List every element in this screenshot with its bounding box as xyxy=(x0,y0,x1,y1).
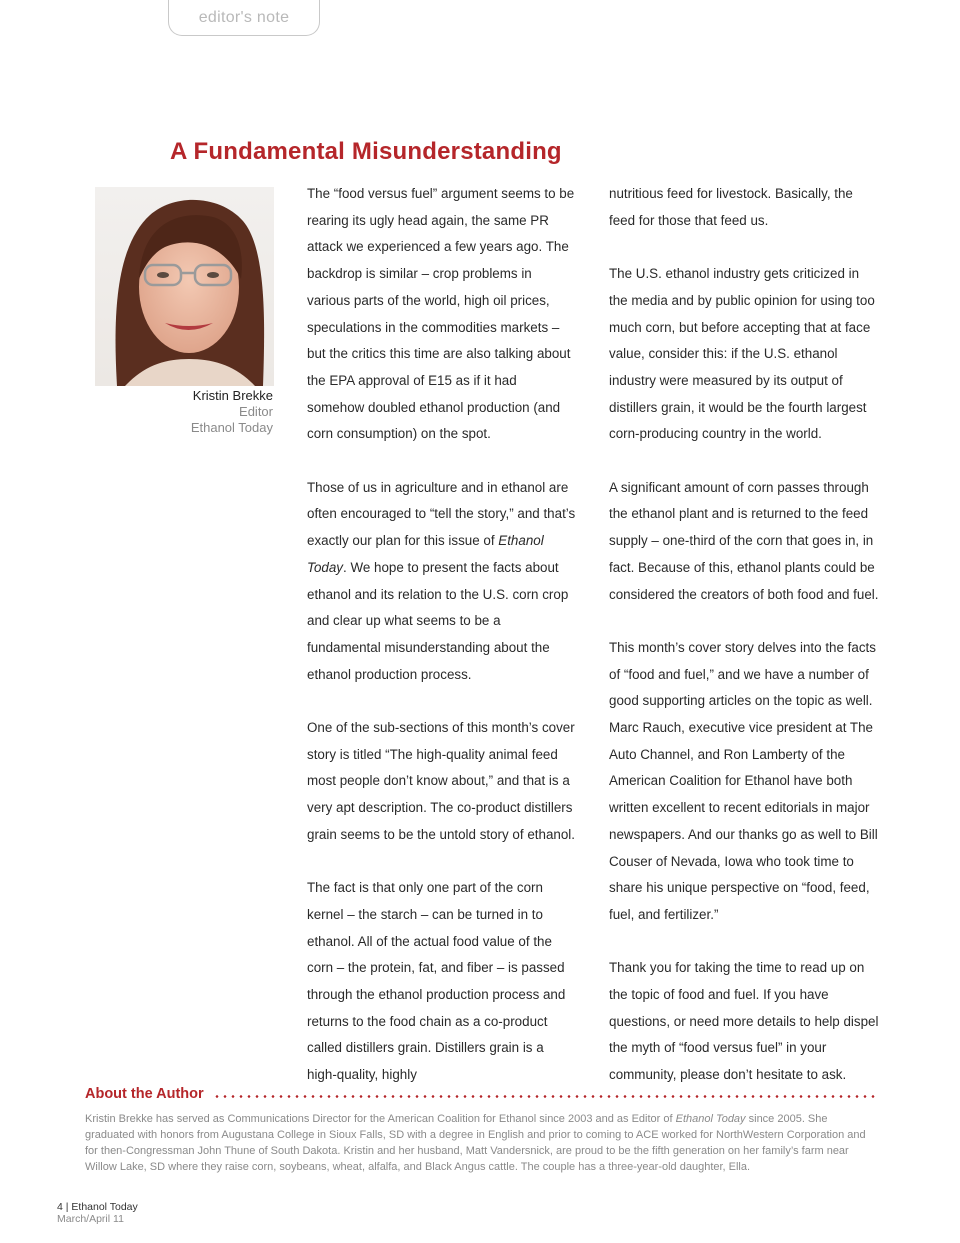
about-author-heading: About the Author xyxy=(85,1086,212,1102)
page-footer xyxy=(57,1201,138,1225)
article-column-2 xyxy=(609,181,879,1116)
paragraph: A significant amount of corn passes through the ethanol plant and is returned to the feed supply – one-third of the corn that goes in, in fact. Because of this, ethanol plants could be considered the creators of both food and fuel. xyxy=(609,479,879,602)
about-author-header xyxy=(85,1086,875,1106)
author-role: Editor xyxy=(239,404,273,419)
about-author-text xyxy=(85,1111,875,1175)
article-column-1 xyxy=(307,181,577,1116)
paragraph: The U.S. ethanol industry gets criticized in the media and by public opinion for using too much corn, but before accepting that at face value, consider this: if the U.S. ethanol industry were measured by its output of distillers grain, it would be the fourth largest corn-producing country in the world. xyxy=(609,266,875,442)
article-title: A Fundamental Misunderstanding xyxy=(170,138,562,165)
paragraph: This month’s cover story delves into the facts of “food and fuel,” and we have a number of good supporting articles on the topic as well. Marc Rauch, executive vice president at The Auto Channel, and Ron Lamberty of the American Coalition for Ethanol have both written excellent to recent editorials in major newspapers. And our thanks go as well to Bill Couser of Nevada, Iowa who took time to share his unique perspective on “food, feed, fuel, and fertilizer.” xyxy=(609,639,878,922)
author-photo xyxy=(95,187,274,386)
publication-name: Ethanol Today xyxy=(675,1113,746,1125)
issue-date: March/April 11 xyxy=(57,1213,124,1225)
page-number-publication: 4 | Ethanol Today xyxy=(57,1201,138,1213)
paragraph: The fact is that only one part of the corn kernel – the starch – can be turned in to ethanol. All of the actual food value of the corn – the protein, fat, and fiber – is passed through the ethanol production process and returns to the food chain as a co-product called distillers grain. Distillers grain is a high-quality, highly xyxy=(307,880,566,1083)
section-tab xyxy=(168,0,320,36)
about-text-part: since 2005. She graduated with honors from Augustana College in Sioux Falls, SD with a degree in English and prior to coming to ACE worked for NorthWestern Corporation and for then-Congressman John Thune of South Dakota. Kristin and her husband, Matt Vandersnick, are proud to be the fifth generation on her family’s farm near Willow Lake, SD where they raise corn, soybeans, wheat, alfalfa, and Black Angus cattle. The couple has a three-year-old daughter, Ella. xyxy=(85,1113,866,1173)
author-publication: Ethanol Today xyxy=(190,420,273,435)
paragraph: The “food versus fuel” argument seems to be rearing its ugly head again, the same PR attack we experienced a few years ago. The backdrop is similar – crop problems in various parts of the world, high oil prices, speculations in the commodities markets – but the critics this time are also talking about the EPA approval of E15 as if it had somehow doubled ethanol production (and corn consumption) on the spot. xyxy=(307,186,575,442)
paragraph-text: . We hope to present the facts about ethanol and its relation to the U.S. corn crop and clear up what seems to be a fundamental misunderstanding about the ethanol production process. xyxy=(307,559,569,682)
paragraph xyxy=(307,475,577,689)
author-caption xyxy=(120,388,273,436)
paragraph: Thank you for taking the time to read up on the topic of food and fuel. If you have questions, or need more details to help dispel the myth of “food versus fuel” in your community, please don’t hesitate to ask. xyxy=(609,960,879,1083)
paragraph: One of the sub-sections of this month’s cover story is titled “The high-quality animal feed most people don’t know about,” and that is a very apt description. The co-product distillers grain seems to be the untold story of ethanol. xyxy=(307,720,575,842)
paragraph: nutritious feed for livestock. Basically, the feed for those that feed us. xyxy=(609,186,853,228)
about-text-part: Kristin Brekke has served as Communications Director for the American Coalition for Ethanol since 2003 and as Editor of xyxy=(85,1113,676,1125)
author-name: Kristin Brekke xyxy=(192,388,273,403)
dotted-divider xyxy=(205,1095,875,1098)
paragraph-text: Those of us in agriculture and in ethanol are often encouraged to “tell the story,” and that’s exactly our plan for this issue of xyxy=(307,479,576,549)
publication-name: Ethanol Today xyxy=(307,533,544,575)
section-tab-label: editor's note xyxy=(198,9,290,26)
